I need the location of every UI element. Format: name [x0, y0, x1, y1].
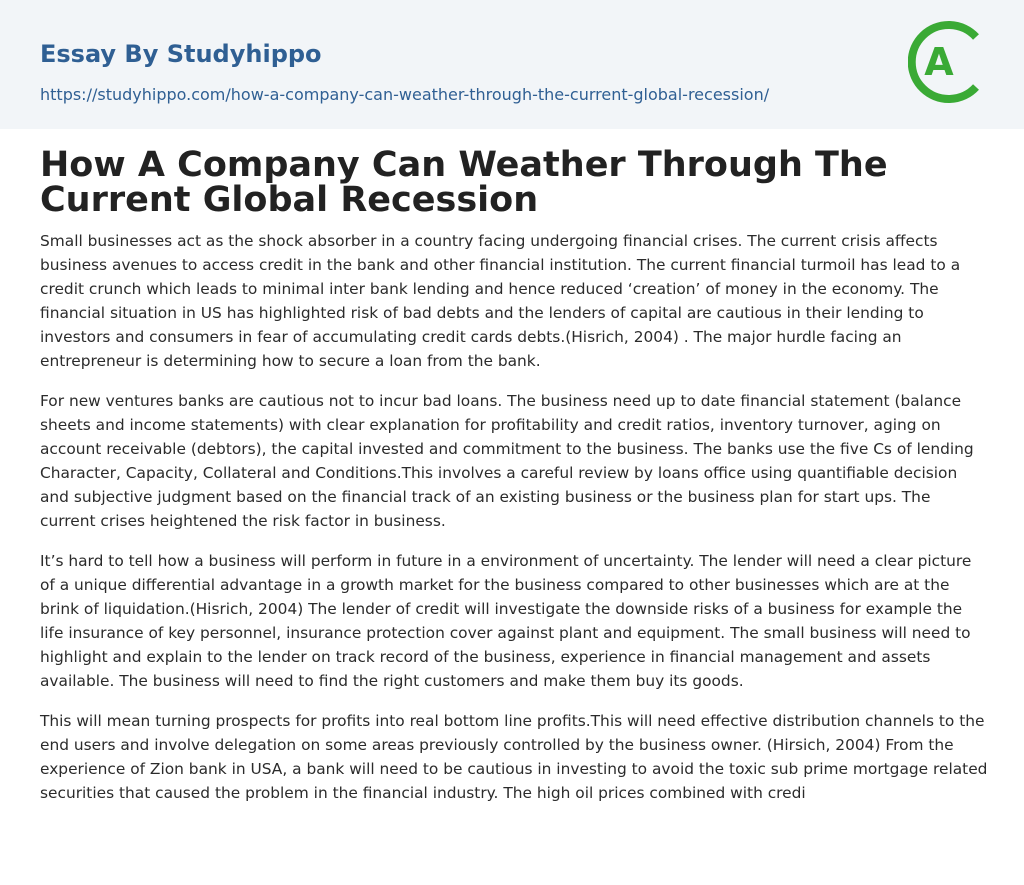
- studyhippo-logo-icon[interactable]: [908, 17, 988, 107]
- paragraph: For new ventures banks are cautious not to incur bad loans. The business need up to date financial statement (balance sheets and income statements) with clear explanation for profitability and credit ratios, inventory turnover, aging on account receivable (debtors), the capital invested and commitment to the business. The banks use the five Cs of lending Character, Capacity, Collateral and Conditions.This involves a careful review by loans office using quantifiable decision and subjective judgment based on the financial track of an existing business or the business plan for start ups. The current crises heightened the risk factor in business.: [40, 392, 974, 530]
- site-header: [0, 0, 1024, 129]
- page-title-line-1: How A Company Can Weather Through The: [40, 145, 888, 185]
- paragraph: This will mean turning prospects for profits into real bottom line profits.This will need effective distribution channels to the end users and involve delegation on some areas previously controlled by the business owner. (Hirsich, 2004) From the experience of Zion bank in USA, a bank will need to be cautious in investing to avoid the toxic sub prime mortgage related securities that caused the problem in the financial industry. The high oil prices combined with credi: [40, 712, 988, 802]
- page-title-line-2: Current Global Recession: [40, 180, 539, 220]
- logo-letter: A: [924, 40, 954, 84]
- article-body: [40, 229, 988, 821]
- paragraph: Small businesses act as the shock absorber in a country facing undergoing financial crises. The current crisis affects business avenues to access credit in the bank and other financial institution. The current financial turmoil has lead to a credit crunch which leads to minimal inter bank lending and hence reduced ‘creation’ of money in the economy. The financial situation in US has highlighted risk of bad debts and the lenders of capital are cautious in their lending to investors and consumers in fear of accumulating credit cards debts.(Hisrich, 2004) . The major hurdle facing an entrepreneur is determining how to secure a loan from the bank.: [40, 232, 961, 370]
- paragraph: It’s hard to tell how a business will perform in future in a environment of uncertainty. The lender will need a clear picture of a unique differential advantage in a growth market for the business compared to other businesses which are at the brink of liquidation.(Hisrich, 2004) The lender of credit will investigate the downside risks of a business for example the life insurance of key personnel, insurance protection cover against plant and equipment. The small business will need to highlight and explain to the lender on track record of the business, experience in financial management and assets available. The business will need to find the right customers and make them buy its goods.: [40, 552, 972, 690]
- article-url-link[interactable]: https://studyhippo.com/how-a-company-can-weather-through-the-current-global-recession/: [40, 85, 770, 104]
- page-title: [40, 145, 990, 220]
- brand-title[interactable]: Essay By Studyhippo: [40, 40, 322, 68]
